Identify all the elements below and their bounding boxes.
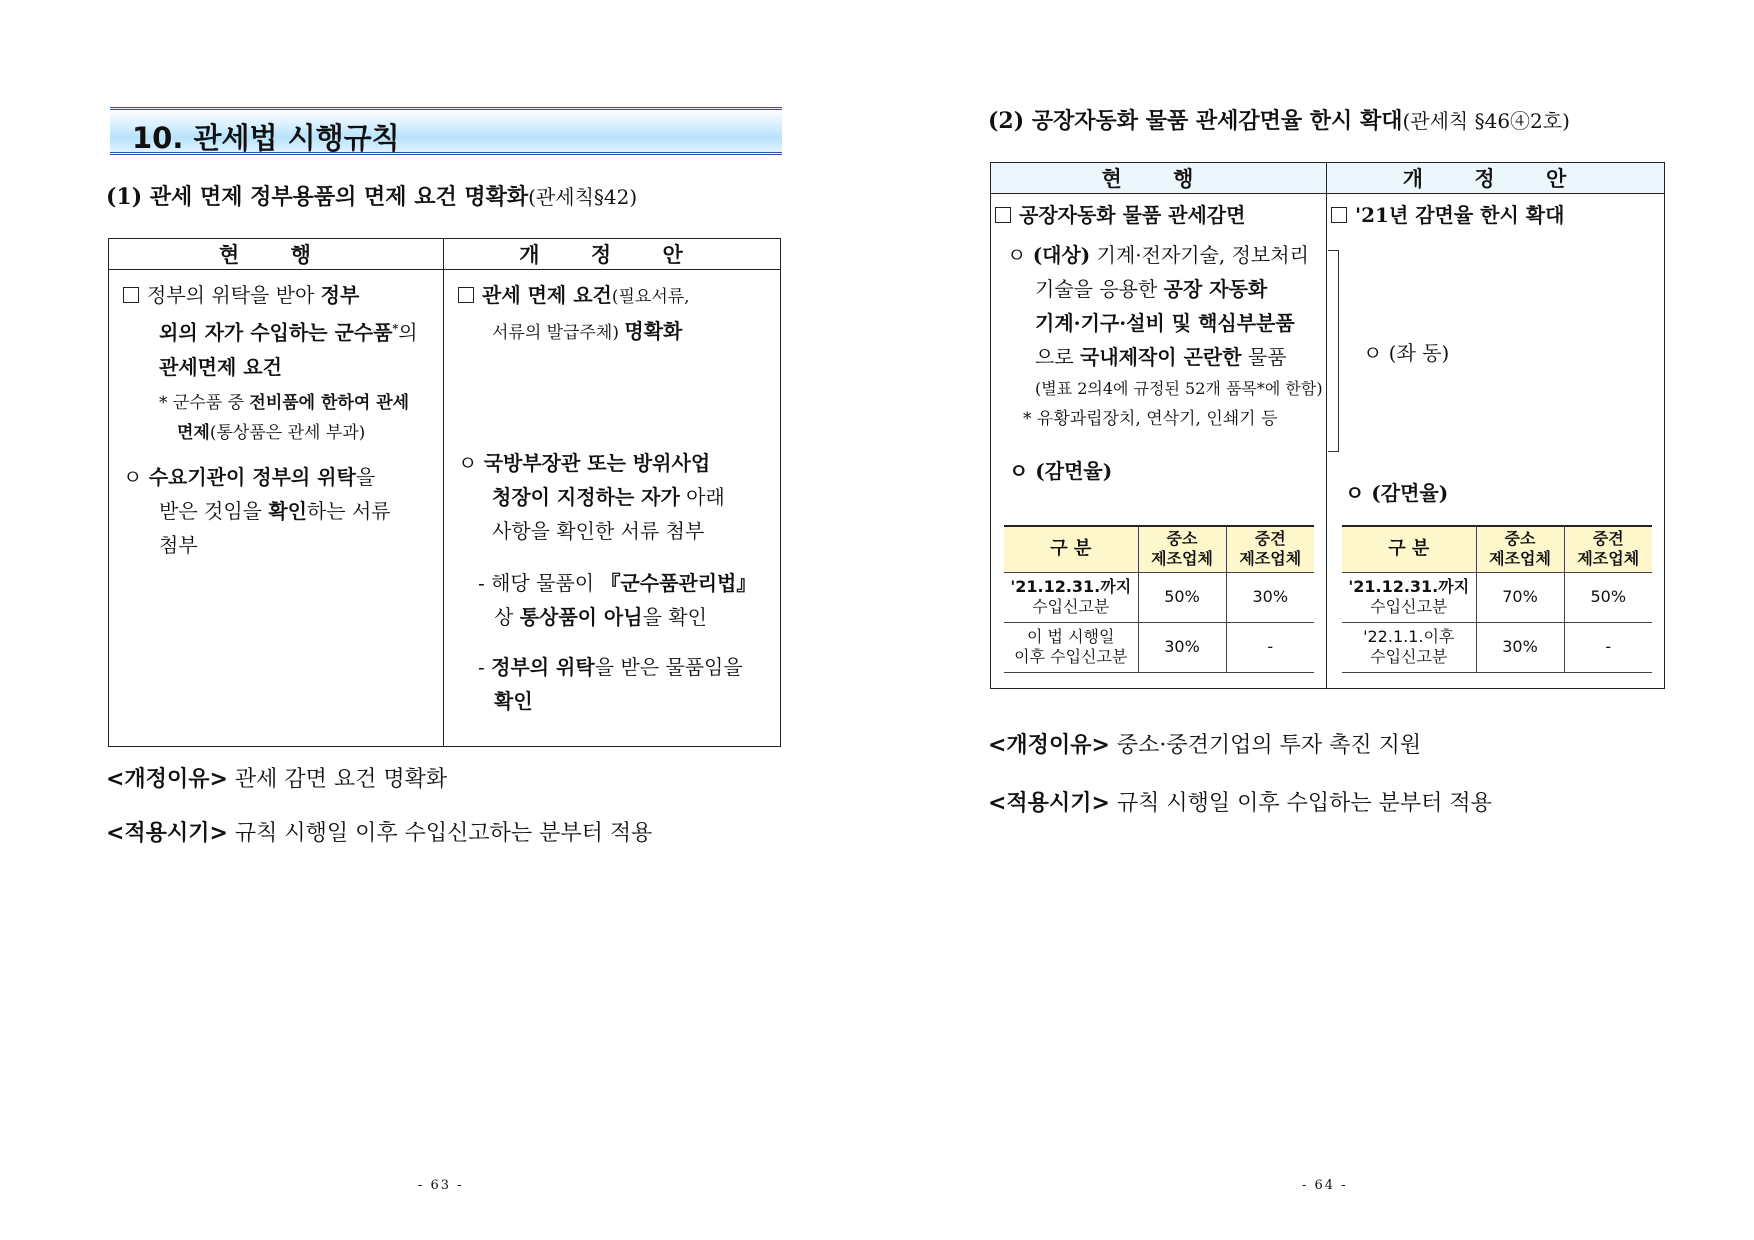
left-page-number: - 63 - (418, 1178, 464, 1193)
table-row: '21.12.31.까지 수입신고분 70% 50% (1342, 572, 1652, 622)
left-comparison-table (108, 238, 781, 747)
checkbox-square-icon (458, 287, 474, 303)
right-current-box-title: 공장자동화 물품 관세감면 (995, 198, 1326, 232)
right-reason-line (988, 728, 1421, 759)
checkbox-square-icon (1331, 207, 1347, 223)
left-header-proposed: 개 정 안 (444, 239, 781, 270)
left-reason-line (106, 762, 447, 793)
right-proposed-rate-label: ㅇ (감면율) (1345, 481, 1449, 505)
right-current-target-item: ㅇ (대상) 기계·전자기술, 정보처리 (1007, 243, 1309, 267)
right-header-proposed: 개 정 안 (1327, 163, 1665, 194)
left-current-circle-item: ㅇ 수요기관이 정부의 위탁을 (123, 464, 376, 489)
right-proposed-same-as-left: ㅇ (좌 동) (1363, 341, 1450, 365)
rate-header-gubun: 구 분 (1004, 526, 1138, 572)
right-apply-label: <적용시기> (988, 791, 1110, 816)
section-title: 10. 관세법 시행규칙 (132, 121, 400, 155)
right-page-number: - 64 - (1302, 1178, 1348, 1193)
right-header-current: 현 행 (991, 163, 1327, 194)
right-reason-label: <개정이유> (988, 733, 1110, 758)
rate-header-mid: 중견 제조업체 (1564, 526, 1652, 572)
right-bracket-divider (1328, 250, 1339, 452)
right-apply-text: 규칙 시행일 이후 수입하는 분부터 적용 (1116, 791, 1492, 816)
right-subheading-title: (2) 공장자동화 물품 관세감면율 한시 확대 (988, 108, 1403, 134)
left-proposed-dash-item-1: - 해당 물품이 『군수품관리법』 (478, 571, 757, 595)
right-proposed-rate-table (1342, 525, 1652, 673)
left-subheading-ref: (관세칙§42) (528, 185, 638, 209)
left-apply-label: <적용시기> (106, 821, 228, 846)
left-proposed-cell: 관세 면제 요건(필요서류, 서류의 발급주체) 명확화 ㅇ 국방부장관 또는 방위사업 청장이 지정하는 자가 아래 사항을 확인한 서류 첨부 - 해당 물품이 『군수품관리법』 상 통상품이 아님을 확인 - 정부의 위탁을 받은 물품임을 확인 (444, 270, 781, 747)
right-proposed-box-title: '21년 감면율 한시 확대 (1331, 198, 1664, 232)
right-current-rate-label: ㅇ (감면율) (1009, 459, 1113, 483)
left-apply-line (106, 816, 652, 847)
left-subheading (106, 180, 637, 211)
left-header-current: 현 행 (109, 239, 444, 270)
table-row: '21.12.31.까지 수입신고분 50% 30% (1004, 572, 1314, 622)
left-reason-text: 관세 감면 요건 명확화 (234, 767, 448, 792)
checkbox-square-icon (123, 287, 139, 303)
section-title-banner (110, 107, 782, 155)
left-apply-text: 규칙 시행일 이후 수입신고하는 분부터 적용 (234, 821, 653, 846)
checkbox-square-icon (995, 207, 1011, 223)
left-proposed-box-item: 관세 면제 요건(필요서류, (458, 278, 780, 314)
left-reason-label: <개정이유> (106, 767, 228, 792)
rate-header-small: 중소 제조업체 (1138, 526, 1226, 572)
left-current-cell: 정부의 위탁을 받아 정부 외의 자가 수입하는 군수품*의 관세면제 요건 * 군수품 중 전비품에 한하여 관세 면제(통상품은 관세 부과) ㅇ 수요기관이 정부의 위탁을 받은 것임을 확인하는 서류 첨부 (109, 270, 444, 747)
table-row: 이 법 시행일 이후 수입신고분 30% - (1004, 622, 1314, 672)
right-apply-line (988, 786, 1492, 817)
right-subheading (988, 104, 1570, 135)
left-current-note: * 군수품 중 전비품에 한하여 관세 (159, 392, 410, 413)
rate-header-small: 중소 제조업체 (1476, 526, 1564, 572)
left-subheading-title: (1) 관세 면제 정부용품의 면제 요건 명확화 (106, 184, 529, 210)
left-proposed-dash-item-2: - 정부의 위탁을 받은 물품임을 (478, 655, 743, 679)
rate-header-mid: 중견 제조업체 (1226, 526, 1314, 572)
right-reason-text: 중소·중견기업의 투자 촉진 지원 (1116, 733, 1422, 758)
right-subheading-ref: (관세칙 §46④2호) (1402, 109, 1570, 133)
right-current-cell: 공장자동화 물품 관세감면 ㅇ (대상) 기계·전자기술, 정보처리 기술을 응용한 공장 자동화 기계·기구·설비 및 핵심부분품 으로 국내제작이 곤란한 물품 (별표 2의4에 규정된 52개 품목*에 한함) * 유황과립장치, 연삭기, 인쇄기 등 ㅇ (감면율) (991, 194, 1327, 689)
left-current-box-item: 정부의 위탁을 받아 정부 (123, 278, 443, 312)
table-row: '22.1.1.이후 수입신고분 30% - (1342, 622, 1652, 672)
rate-header-gubun: 구 분 (1342, 526, 1476, 572)
left-proposed-circle-item: ㅇ 국방부장관 또는 방위사업 (458, 451, 711, 475)
right-current-rate-table (1004, 525, 1314, 673)
